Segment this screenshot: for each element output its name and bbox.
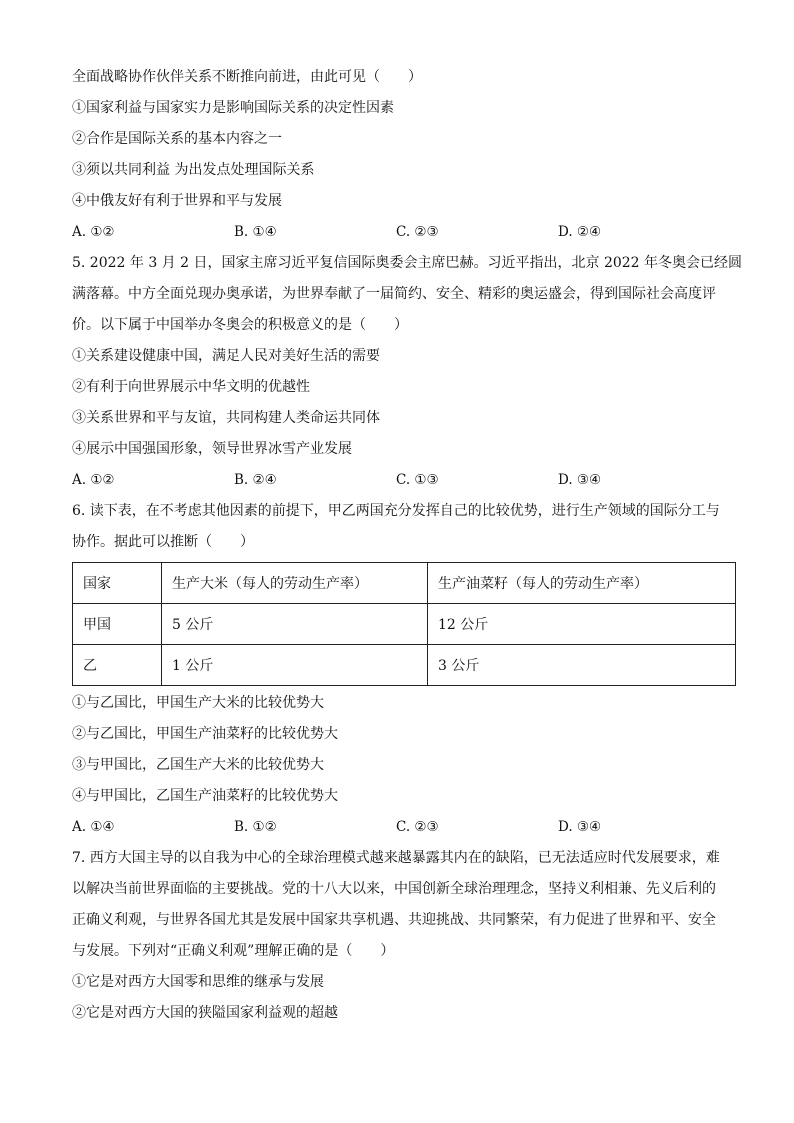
answer-options: [72, 217, 736, 248]
option-b: B. ①②: [234, 819, 277, 835]
table-cell: 乙: [73, 645, 162, 686]
question-stem-line: 5. 2022 年 3 月 2 日，国家主席习近平复信国际奥委会主席巴赫。习近平指出，北京 2022 年冬奥会已经圆: [72, 255, 743, 271]
statement-item: ④展示中国强国形象，领导世界冰雪产业发展: [72, 441, 352, 457]
statement-item: ②合作是国际关系的基本内容之一: [72, 131, 282, 147]
option-a: A. ①②: [72, 472, 115, 488]
option-b: B. ②④: [234, 472, 277, 488]
statement-item: ②它是对西方大国的狭隘国家利益观的超越: [72, 1005, 338, 1021]
question-7: [72, 843, 736, 1029]
option-d: D. ③④: [558, 819, 602, 835]
question-4: [72, 62, 736, 248]
question-stem-line: 价。以下属于中国举办冬奥会的积极意义的是（ ）: [72, 317, 408, 333]
question-stem-line: 协作。据此可以推断（ ）: [72, 534, 254, 550]
question-stem-line: 正确义利观，与世界各国尤其是发展中国家共享机遇、共迎挑战、共同繁荣，有力促进了世界和平、安全: [72, 912, 716, 928]
option-d: D. ③④: [558, 472, 602, 488]
answer-options: [72, 465, 736, 496]
question-stem-line: 满落幕。中方全面兑现办奥承诺，为世界奉献了一届简约、安全、精彩的奥运盛会，得到国际社会高度评: [72, 286, 716, 302]
statement-item: ②与乙国比，甲国生产油菜籽的比较优势大: [72, 726, 338, 742]
table-header-cell: 生产大米（每人的劳动生产率）: [162, 563, 428, 604]
statement-item: ③与甲国比，乙国生产大米的比较优势大: [72, 757, 324, 773]
table-header-cell: 生产油菜籽（每人的劳动生产率）: [428, 563, 736, 604]
option-c: C. ①③: [396, 472, 439, 488]
table-header-cell: 国家: [73, 563, 162, 604]
statement-item: ③须以共同利益 为出发点处理国际关系: [72, 162, 315, 178]
table-header-row: [73, 563, 736, 604]
option-a: A. ①④: [72, 819, 115, 835]
table-cell: 3 公斤: [428, 645, 736, 686]
statement-item: ①它是对西方大国零和思维的继承与发展: [72, 974, 324, 990]
statement-item: ①关系建设健康中国，满足人民对美好生活的需要: [72, 348, 380, 364]
table-row: [73, 645, 736, 686]
table-cell: 12 公斤: [428, 604, 736, 645]
option-a: A. ①②: [72, 224, 115, 240]
exam-page: [72, 62, 743, 1029]
productivity-table: [72, 562, 736, 686]
question-stem-line: 以解决当前世界面临的主要挑战。党的十八大以来，中国创新全球治理理念，坚持义利相兼、先义后利的: [72, 881, 716, 897]
question-5: [72, 248, 743, 496]
question-stem-line: 与发展。下列对“正确义利观”理解正确的是（ ）: [72, 943, 395, 959]
option-d: D. ②④: [558, 224, 602, 240]
statement-item: ①国家利益与国家实力是影响国际关系的决定性因素: [72, 100, 394, 116]
statement-item: ③关系世界和平与友谊，共同构建人类命运共同体: [72, 410, 380, 426]
statement-item: ④中俄友好有利于世界和平与发展: [72, 193, 282, 209]
question-stem-line: 6. 读下表，在不考虑其他因素的前提下，甲乙两国充分发挥自己的比较优势，进行生产领域的国际分工与: [72, 503, 720, 519]
option-c: C. ②③: [396, 224, 439, 240]
question-stem: 全面战略协作伙伴关系不断推向前进，由此可见（ ）: [72, 69, 422, 85]
question-stem-line: 7. 西方大国主导的以自我为中心的全球治理模式越来越暴露其内在的缺陷，已无法适应时代发展要求，难: [72, 850, 720, 866]
table-cell: 5 公斤: [162, 604, 428, 645]
statement-item: ①与乙国比，甲国生产大米的比较优势大: [72, 695, 324, 711]
statement-item: ④与甲国比，乙国生产油菜籽的比较优势大: [72, 788, 338, 804]
table-row: [73, 604, 736, 645]
option-b: B. ①④: [234, 224, 277, 240]
statement-item: ②有利于向世界展示中华文明的优越性: [72, 379, 310, 395]
option-c: C. ②③: [396, 819, 439, 835]
question-6: [72, 496, 736, 843]
table-cell: 甲国: [73, 604, 162, 645]
answer-options: [72, 812, 736, 843]
table-cell: 1 公斤: [162, 645, 428, 686]
